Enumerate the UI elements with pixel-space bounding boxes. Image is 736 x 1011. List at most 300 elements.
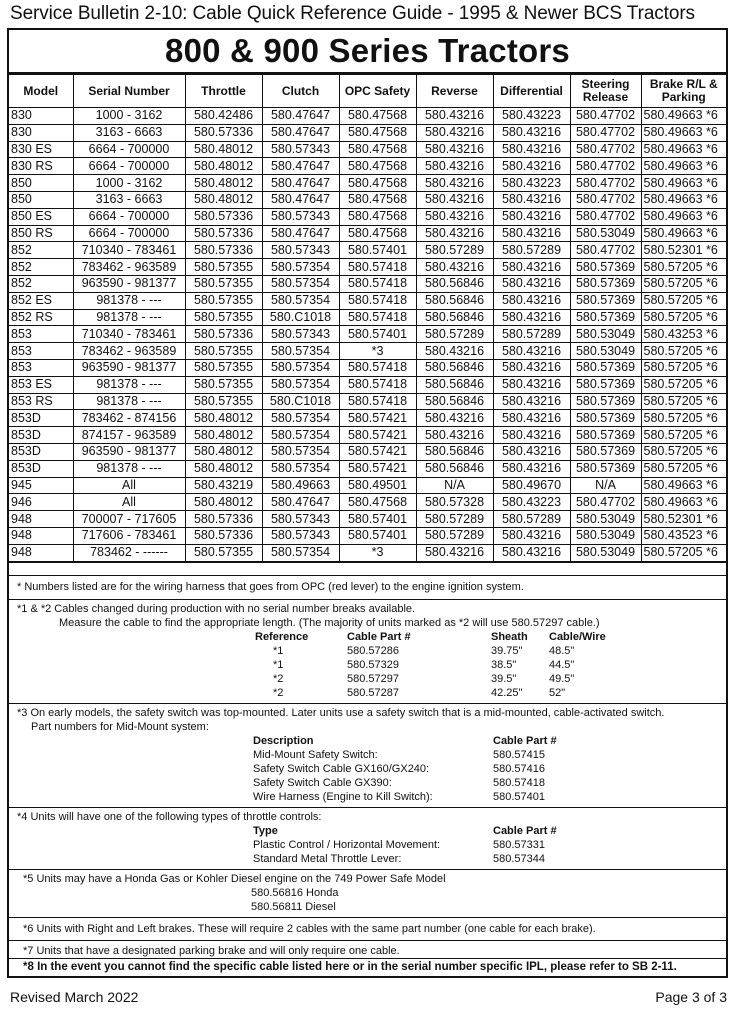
table-cell: 6664 - 700000 (73, 225, 185, 242)
table-cell: 981378 - --- (73, 460, 185, 477)
table-cell: 580.57369 (570, 292, 641, 309)
mid-mount-parts-table (253, 734, 720, 804)
table-cell: 580.43216 (493, 443, 570, 460)
table-cell: 580.47647 (262, 124, 339, 141)
col-header: Serial Number (73, 75, 185, 108)
note-text: * Numbers listed are for the wiring harness that goes from OPC (red lever) to the engine ignition system. (17, 580, 524, 593)
table-cell: 580.47568 (339, 494, 416, 511)
page-title: 800 & 900 Series Tractors (9, 30, 726, 74)
note-star (9, 575, 726, 599)
table-cell: 710340 - 783461 (73, 242, 185, 259)
col-header: Brake R/L & Parking (641, 75, 726, 108)
sub-cell: Safety Switch Cable GX160/GX240: (253, 762, 430, 775)
table-row (9, 326, 726, 343)
table-row (9, 527, 726, 544)
sub-cell: 580.57418 (493, 776, 545, 789)
table-cell: 580.57354 (262, 427, 339, 444)
table-cell: 1000 - 3162 (73, 108, 185, 125)
sub-cell: *2 (273, 672, 284, 685)
table-cell: 1000 - 3162 (73, 175, 185, 192)
table-cell: 580.57369 (570, 410, 641, 427)
table-cell: 580.43216 (493, 410, 570, 427)
table-cell: 580.53049 (570, 326, 641, 343)
table-cell: 852 RS (9, 309, 73, 326)
table-cell: 3163 - 6663 (73, 191, 185, 208)
sub-cell: 42.25" (491, 686, 523, 699)
table-cell: 580.57355 (185, 376, 262, 393)
table-cell: 853D (9, 460, 73, 477)
note-text: *5 Units may have a Honda Gas or Kohler Diesel engine on the 749 Power Safe Model (23, 872, 446, 885)
table-cell: 580.57354 (262, 359, 339, 376)
table-cell: 580.49663 *6 (641, 124, 726, 141)
table-cell: 580.57401 (339, 527, 416, 544)
sub-header: Cable Part # (347, 630, 411, 643)
table-cell: 6664 - 700000 (73, 158, 185, 175)
table-cell: 580.57369 (570, 275, 641, 292)
table-cell: N/A (416, 477, 493, 494)
sub-cell: 580.57416 (493, 762, 545, 775)
table-cell: 580.57355 (185, 259, 262, 276)
note-text: *3 On early models, the safety switch was top-mounted. Later units use a safety switch that is a mid-mounted, cable-activated switch. (17, 706, 665, 719)
table-row (9, 511, 726, 528)
table-cell: 700007 - 717605 (73, 511, 185, 528)
table-row (9, 191, 726, 208)
sub-cell: 580.57401 (493, 790, 545, 803)
reference-sheet (7, 28, 728, 978)
table-cell: 580.47647 (262, 158, 339, 175)
table-cell: 852 (9, 259, 73, 276)
table-cell: 580.57418 (339, 376, 416, 393)
table-cell: 580.43216 (493, 393, 570, 410)
table-cell: 783462 - ------ (73, 544, 185, 561)
table-cell: 580.43216 (416, 175, 493, 192)
note-text: *7 Units that have a designated parking brake and will only require one cable. (23, 944, 400, 957)
table-cell: 580.57343 (262, 208, 339, 225)
note-8 (9, 958, 726, 976)
table-cell: 580.47568 (339, 141, 416, 158)
table-cell: 580.43523 *6 (641, 527, 726, 544)
table-cell: 580.57289 (493, 326, 570, 343)
table-cell: 580.57343 (262, 326, 339, 343)
table-cell: 580.48012 (185, 158, 262, 175)
table-cell: 580.43216 (416, 191, 493, 208)
sub-header: Cable Part # (493, 824, 557, 837)
table-cell: 853 (9, 326, 73, 343)
table-cell: 580.57354 (262, 443, 339, 460)
table-cell: 580.57401 (339, 326, 416, 343)
table-cell: 580.C1018 (262, 393, 339, 410)
sub-header: Type (253, 824, 278, 837)
table-cell: 580.56846 (416, 275, 493, 292)
sub-cell: 580.57415 (493, 748, 545, 761)
table-row (9, 242, 726, 259)
note-text: *4 Units will have one of the following types of throttle controls: (17, 810, 322, 823)
table-cell: 580.57369 (570, 259, 641, 276)
table-cell: 580.47568 (339, 175, 416, 192)
table-cell: 580.57205 *6 (641, 393, 726, 410)
table-body (9, 108, 726, 562)
spacer (9, 562, 726, 575)
table-cell: 580.57401 (339, 242, 416, 259)
table-cell: 580.57418 (339, 259, 416, 276)
table-cell: 580.57354 (262, 259, 339, 276)
table-cell: 580.57418 (339, 359, 416, 376)
table-cell: 580.48012 (185, 191, 262, 208)
table-cell: 580.57205 *6 (641, 443, 726, 460)
table-cell: 580.57343 (262, 242, 339, 259)
table-cell: 580.57355 (185, 359, 262, 376)
table-cell: 580.43216 (493, 158, 570, 175)
table-cell: 580.47702 (570, 108, 641, 125)
table-cell: 580.47702 (570, 191, 641, 208)
table-cell: 580.43216 (493, 124, 570, 141)
col-header: Clutch (262, 75, 339, 108)
table-cell: 580.57369 (570, 309, 641, 326)
table-cell: 580.48012 (185, 427, 262, 444)
table-cell: 580.57289 (416, 527, 493, 544)
col-header: Differential (493, 75, 570, 108)
table-cell: 580.C1018 (262, 309, 339, 326)
note-text: *6 Units with Right and Left brakes. These will require 2 cables with the same part number (one cable for each brake). (23, 922, 596, 935)
table-cell: 830 (9, 108, 73, 125)
table-cell: 948 (9, 527, 73, 544)
table-header-row (9, 75, 726, 108)
table-cell: 580.53049 (570, 527, 641, 544)
sub-cell: Safety Switch Cable GX390: (253, 776, 392, 789)
table-cell: 963590 - 981377 (73, 359, 185, 376)
note-text: 580.56811 Diesel (251, 900, 336, 913)
table-cell: 948 (9, 511, 73, 528)
table-cell: 580.57328 (416, 494, 493, 511)
col-header: Reverse (416, 75, 493, 108)
table-cell: 580.47647 (262, 175, 339, 192)
table-row (9, 427, 726, 444)
table-cell: 963590 - 981377 (73, 275, 185, 292)
table-row (9, 309, 726, 326)
table-cell: 580.47702 (570, 158, 641, 175)
table-cell: 580.57369 (570, 460, 641, 477)
table-cell: 580.49663 *6 (641, 141, 726, 158)
table-cell: 853 (9, 343, 73, 360)
table-cell: 580.43216 (416, 544, 493, 561)
table-cell: 580.53049 (570, 343, 641, 360)
sub-cell: 49.5" (549, 672, 575, 685)
table-cell: 580.49663 *6 (641, 225, 726, 242)
table-cell: 580.57205 *6 (641, 460, 726, 477)
table-cell: 580.57289 (493, 242, 570, 259)
table-cell: 580.43216 (416, 124, 493, 141)
sub-cell: 580.57331 (493, 838, 545, 851)
table-cell: 580.57421 (339, 427, 416, 444)
table-cell: 580.56846 (416, 393, 493, 410)
table-cell: 850 (9, 191, 73, 208)
table-cell: 948 (9, 544, 73, 561)
table-cell: 580.47702 (570, 124, 641, 141)
table-cell: 853D (9, 427, 73, 444)
table-cell: 580.47647 (262, 191, 339, 208)
table-cell: 580.57369 (570, 443, 641, 460)
table-cell: All (73, 494, 185, 511)
table-cell: 580.57336 (185, 225, 262, 242)
sub-cell: Wire Harness (Engine to Kill Switch): (253, 790, 433, 803)
table-cell: 852 (9, 242, 73, 259)
table-row (9, 275, 726, 292)
table-cell: 580.57205 *6 (641, 309, 726, 326)
table-cell: 580.47568 (339, 108, 416, 125)
table-cell: 946 (9, 494, 73, 511)
table-cell: *3 (339, 544, 416, 561)
sub-header: Sheath (491, 630, 528, 643)
table-cell: 580.43216 (493, 259, 570, 276)
table-cell: 580.49663 *6 (641, 175, 726, 192)
table-cell: 580.43223 (493, 108, 570, 125)
table-cell: 580.43216 (493, 141, 570, 158)
table-cell: 580.57336 (185, 208, 262, 225)
table-cell: 580.47702 (570, 242, 641, 259)
table-cell: 717606 - 783461 (73, 527, 185, 544)
table-cell: 580.57289 (416, 511, 493, 528)
table-cell: 580.57205 *6 (641, 427, 726, 444)
table-cell: 580.43216 (493, 460, 570, 477)
table-cell: 580.57354 (262, 376, 339, 393)
table-cell: 783462 - 963589 (73, 343, 185, 360)
table-cell: 580.57354 (262, 460, 339, 477)
table-cell: 580.43223 (493, 494, 570, 511)
table-cell: 580.57289 (416, 242, 493, 259)
table-cell: 580.47568 (339, 124, 416, 141)
table-cell: 580.43216 (493, 427, 570, 444)
table-row (9, 225, 726, 242)
table-cell: 580.43216 (416, 108, 493, 125)
table-cell: 580.49663 *6 (641, 158, 726, 175)
table-row (9, 443, 726, 460)
table-row (9, 175, 726, 192)
table-cell: 580.49663 *6 (641, 477, 726, 494)
table-cell: 580.56846 (416, 309, 493, 326)
table-cell: 580.57354 (262, 292, 339, 309)
table-cell: 580.57205 *6 (641, 259, 726, 276)
sub-cell: *1 (273, 658, 284, 671)
revision-date: Revised March 2022 (10, 989, 139, 1005)
table-cell: 580.57369 (570, 393, 641, 410)
table-cell: 580.53049 (570, 511, 641, 528)
note-1-2 (9, 599, 726, 703)
table-cell: 580.47568 (339, 158, 416, 175)
table-cell: 981378 - --- (73, 376, 185, 393)
table-cell: 580.52301 *6 (641, 511, 726, 528)
sub-cell: *1 (273, 644, 284, 657)
bulletin-header: Service Bulletin 2-10: Cable Quick Reference Guide - 1995 & Newer BCS Tractors (10, 3, 695, 24)
table-cell: 580.57343 (262, 141, 339, 158)
table-cell: 580.43216 (416, 141, 493, 158)
note-text: *1 & *2 Cables changed during production with no serial number breaks available. (17, 602, 416, 615)
table-row (9, 343, 726, 360)
table-cell: 580.47702 (570, 175, 641, 192)
table-cell: 580.57401 (339, 511, 416, 528)
table-cell: 580.43216 (493, 208, 570, 225)
table-cell: 580.57418 (339, 275, 416, 292)
table-cell: 580.42486 (185, 108, 262, 125)
sub-cell: Plastic Control / Horizontal Movement: (253, 838, 441, 851)
table-cell: 580.48012 (185, 443, 262, 460)
table-cell: 981378 - --- (73, 309, 185, 326)
col-header: Model (9, 75, 73, 108)
table-cell: 580.57418 (339, 309, 416, 326)
table-cell: 580.49501 (339, 477, 416, 494)
table-cell: 580.49663 *6 (641, 494, 726, 511)
table-cell: 580.43216 (493, 191, 570, 208)
table-cell: 580.57421 (339, 460, 416, 477)
table-cell: 580.56846 (416, 292, 493, 309)
sub-cell: *2 (273, 686, 284, 699)
table-row (9, 208, 726, 225)
table-cell: 580.43216 (416, 427, 493, 444)
table-cell: 580.57418 (339, 292, 416, 309)
table-cell: 580.57355 (185, 275, 262, 292)
table-cell: 580.43216 (416, 410, 493, 427)
sub-header: Cable/Wire (549, 630, 606, 643)
table-cell: 580.57355 (185, 309, 262, 326)
table-cell: 580.47647 (262, 494, 339, 511)
table-cell: 580.57354 (262, 544, 339, 561)
table-cell: 580.47702 (570, 494, 641, 511)
table-cell: 850 RS (9, 225, 73, 242)
note-text: Measure the cable to find the appropriate length. (The majority of units marked as *2 will use 580.57297 cable.) (59, 616, 600, 629)
table-cell: 852 ES (9, 292, 73, 309)
table-cell: 580.49663 *6 (641, 191, 726, 208)
sub-cell: Mid-Mount Safety Switch: (253, 748, 378, 761)
table-row (9, 544, 726, 561)
table-cell: 853D (9, 443, 73, 460)
table-cell: 580.43216 (493, 376, 570, 393)
table-cell: 580.57355 (185, 343, 262, 360)
table-cell: 580.43216 (493, 544, 570, 561)
table-cell: 580.48012 (185, 410, 262, 427)
table-cell: 580.56846 (416, 460, 493, 477)
table-cell: 580.56846 (416, 443, 493, 460)
sub-cell: 39.5" (491, 672, 517, 685)
table-cell: 580.43216 (493, 292, 570, 309)
sub-cell: 39.75" (491, 644, 523, 657)
table-cell: 580.47568 (339, 191, 416, 208)
table-cell: 580.43223 (493, 175, 570, 192)
throttle-parts-table (253, 824, 720, 866)
table-cell: 580.57336 (185, 124, 262, 141)
table-cell: 580.48012 (185, 494, 262, 511)
table-cell: 580.57289 (493, 511, 570, 528)
table-cell: 853D (9, 410, 73, 427)
table-cell: 580.57421 (339, 410, 416, 427)
table-cell: 852 (9, 275, 73, 292)
table-row (9, 393, 726, 410)
table-cell: 580.57355 (185, 292, 262, 309)
note-6 (9, 917, 726, 940)
table-cell: 783462 - 963589 (73, 259, 185, 276)
table-cell: 580.57289 (416, 326, 493, 343)
sub-cell: 580.57297 (347, 672, 399, 685)
table-row (9, 494, 726, 511)
sub-cell: 580.57344 (493, 852, 545, 865)
table-cell: 580.53049 (570, 225, 641, 242)
table-cell: 580.48012 (185, 460, 262, 477)
table-cell: 580.47702 (570, 208, 641, 225)
table-cell: 580.57421 (339, 443, 416, 460)
sub-cell: 580.57286 (347, 644, 399, 657)
table-cell: 580.47568 (339, 225, 416, 242)
table-cell: 580.57205 *6 (641, 359, 726, 376)
table-cell: 580.43216 (493, 527, 570, 544)
table-cell: 580.43216 (493, 359, 570, 376)
table-cell: 580.57205 *6 (641, 275, 726, 292)
sub-cell: 580.57287 (347, 686, 399, 699)
table-row (9, 477, 726, 494)
table-cell: 850 ES (9, 208, 73, 225)
table-row (9, 108, 726, 125)
table-cell: 580.57205 *6 (641, 376, 726, 393)
table-cell: 853 RS (9, 393, 73, 410)
sub-cell: 38.5" (491, 658, 517, 671)
table-cell: 580.57205 *6 (641, 343, 726, 360)
table-row (9, 158, 726, 175)
table-cell: 580.57354 (262, 343, 339, 360)
sub-cell: 52" (549, 686, 566, 699)
col-header: OPC Safety (339, 75, 416, 108)
col-header: Throttle (185, 75, 262, 108)
table-cell: 963590 - 981377 (73, 443, 185, 460)
table-cell: 580.49670 (493, 477, 570, 494)
table-row (9, 141, 726, 158)
table-row (9, 410, 726, 427)
table-cell: 580.56846 (416, 359, 493, 376)
table-cell: 580.56846 (416, 376, 493, 393)
sub-cell: 580.57329 (347, 658, 399, 671)
cable-length-table (255, 630, 720, 700)
table-cell: 580.53049 (570, 544, 641, 561)
table-cell: 853 ES (9, 376, 73, 393)
table-cell: 580.43216 (416, 259, 493, 276)
table-cell: 580.57336 (185, 511, 262, 528)
table-cell: 580.49663 (262, 477, 339, 494)
table-cell: 580.43253 *6 (641, 326, 726, 343)
table-cell: 580.43216 (493, 309, 570, 326)
table-cell: 580.57369 (570, 427, 641, 444)
table-cell: 580.57369 (570, 376, 641, 393)
table-cell: 830 RS (9, 158, 73, 175)
table-cell: 3163 - 6663 (73, 124, 185, 141)
table-cell: 580.57354 (262, 410, 339, 427)
sub-header: Description (253, 734, 314, 747)
table-cell: 580.57355 (185, 544, 262, 561)
table-row (9, 359, 726, 376)
table-row (9, 460, 726, 477)
note-text: *8 In the event you cannot find the specific cable listed here or in the serial number specific IPL, please refer to SB 2-11. (23, 960, 677, 973)
table-cell: N/A (570, 477, 641, 494)
table-cell: 580.57336 (185, 326, 262, 343)
table-cell: 981378 - --- (73, 292, 185, 309)
table-cell: 580.57205 *6 (641, 410, 726, 427)
table-cell: 580.49663 *6 (641, 208, 726, 225)
table-cell: 580.47647 (262, 108, 339, 125)
table-cell: 580.57418 (339, 393, 416, 410)
table-cell: 6664 - 700000 (73, 141, 185, 158)
table-cell: 6664 - 700000 (73, 208, 185, 225)
table-cell: 874157 - 963589 (73, 427, 185, 444)
sub-cell: 44.5" (549, 658, 575, 671)
table-cell: 580.43219 (185, 477, 262, 494)
sub-header: Reference (255, 630, 309, 643)
sub-cell: 48.5" (549, 644, 575, 657)
table-cell: 710340 - 783461 (73, 326, 185, 343)
